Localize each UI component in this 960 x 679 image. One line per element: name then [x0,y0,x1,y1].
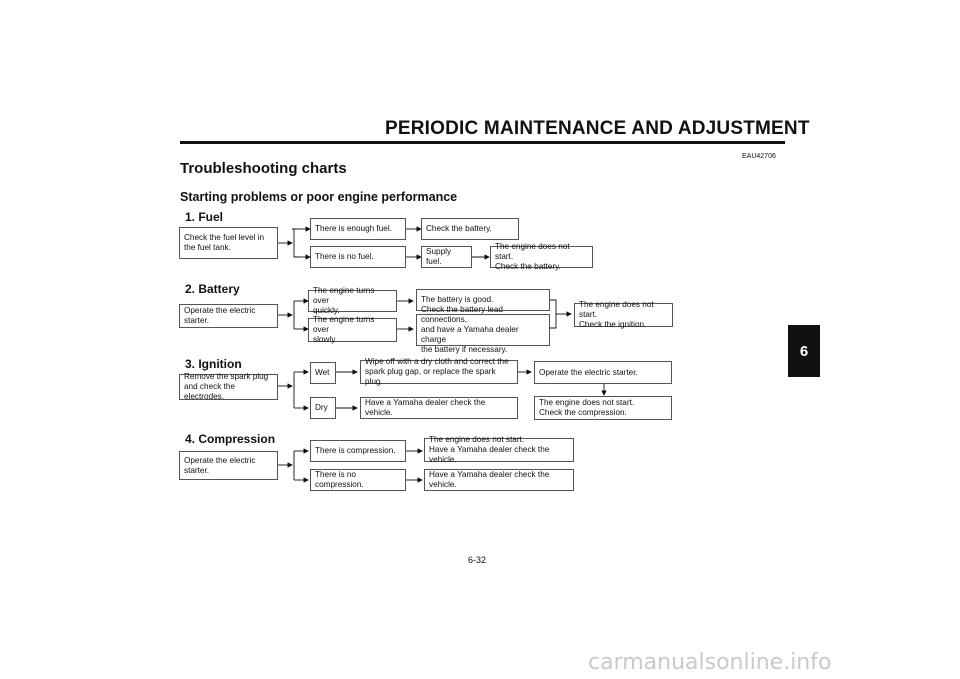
watermark-text: carmanualsonline.info [588,650,832,675]
fuel-start-box: Check the fuel level in the fuel tank. [179,227,278,259]
fuel-supply-box: Supply fuel. [421,246,472,268]
compression-yes-box: There is compression. [310,440,406,462]
battery-result-box: The engine does not start. Check the ignition. [574,303,673,327]
ignition-dry-box: Dry [310,397,336,419]
battery-charge-box: connections, and have a Yamaha dealer charge the battery if necessary. [416,314,550,346]
battery-slow-box: The engine turns over slowly. [308,318,397,342]
section-heading-fuel: 1. Fuel [185,210,224,224]
section-heading-ignition: 3. Ignition [185,357,242,371]
compression-yes-result-box: The engine does not start. Have a Yamaha dealer check the vehicle. [424,438,574,462]
battery-good-box: The battery is good. [416,289,550,311]
page-header-title: PERIODIC MAINTENANCE AND ADJUSTMENT [385,118,810,139]
ignition-start-box: Remove the spark plug and check the electrodes. [179,374,278,400]
document-code: EAU42706 [742,153,776,160]
compression-start-box: Operate the electric starter. [179,451,278,480]
fuel-enough-box: There is enough fuel. [310,218,406,240]
page-title: Troubleshooting charts [180,160,347,177]
page-subtitle: Starting problems or poor engine performance [180,190,458,204]
ignition-operate-box: Operate the electric starter. [534,361,672,384]
fuel-check-battery-box: Check the battery. [421,218,519,240]
battery-quick-box: The engine turns over quickly. [308,290,397,312]
ignition-result-box: The engine does not start. Check the compression. [534,396,672,420]
fuel-result-box: The engine does not start. Check the battery. [490,246,593,268]
section-heading-compression: 4. Compression [185,432,276,446]
section-heading-battery: 2. Battery [185,282,240,296]
ignition-wet-box: Wet [310,362,336,384]
ignition-dealer-box: Have a Yamaha dealer check the vehicle. [360,397,518,419]
ignition-wipe-box: Wipe off with a dry cloth and correct the spark plug gap, or replace the spark plug. [360,360,518,384]
compression-no-result-box: Have a Yamaha dealer check the vehicle. [424,469,574,491]
page-number: 6-32 [468,555,487,565]
chapter-tab: 6 [788,325,820,377]
fuel-none-box: There is no fuel. [310,246,406,268]
compression-no-box: There is no compression. [310,469,406,491]
battery-start-box: Operate the electric starter. [179,304,278,328]
